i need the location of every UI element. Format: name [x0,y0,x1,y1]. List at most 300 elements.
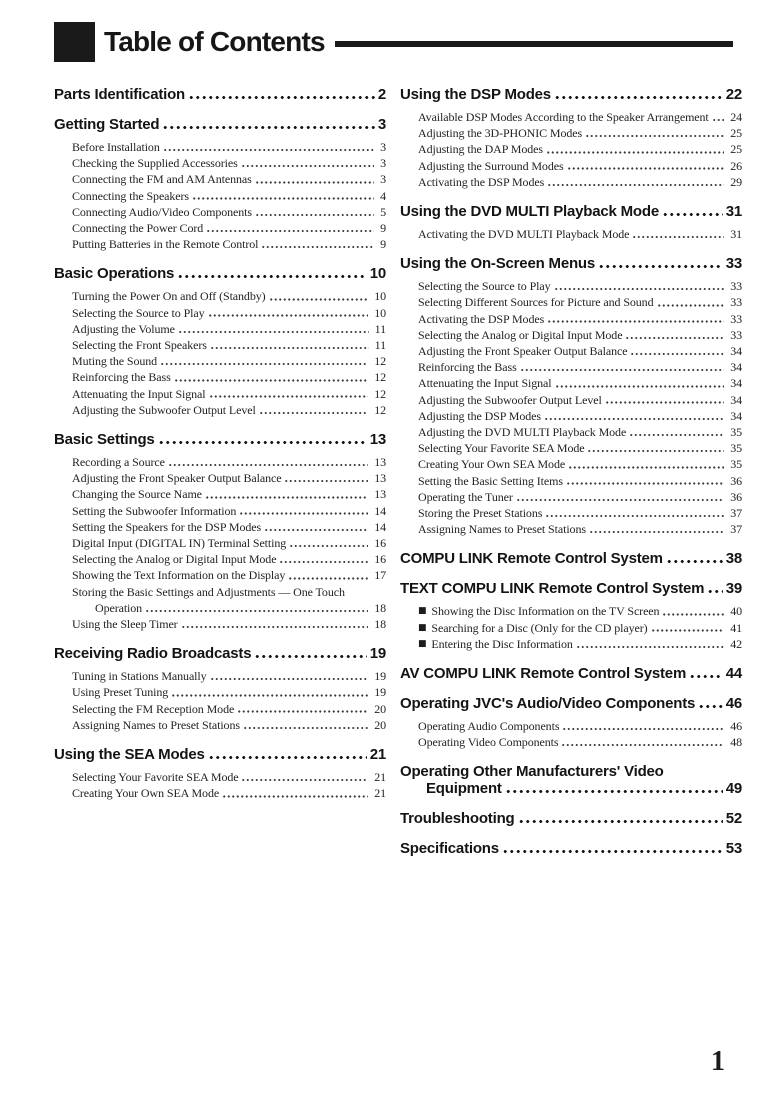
toc-item [400,521,742,537]
item-label: Showing the Text Information on the Display [72,568,286,583]
page-number: 1 [711,1046,725,1077]
toc-item [54,402,386,418]
item-label: Connecting the FM and AM Antennas [72,172,252,187]
section-page-number: 3 [377,116,386,133]
section-items [54,139,386,252]
item-page-number: 34 [730,344,742,359]
section-items [400,603,742,652]
item-label: Before Installation [72,140,160,154]
page-header [54,22,733,62]
toc-section [54,265,386,418]
page-title: Table of Contents [104,26,325,57]
section-heading-row-2 [400,780,742,797]
section-page-number: 2 [377,86,386,103]
item-page-number: 42 [730,636,742,651]
item-label: Creating Your Own SEA Mode [418,457,566,472]
item-label: Operating the Tuner [418,489,513,504]
toc-item [54,188,386,204]
section-heading-row [400,665,742,682]
toc-item [54,220,386,236]
item-page-number: 33 [730,327,742,342]
item-page-number: 21 [374,786,386,801]
item-label: Setting the Subwoofer Information [72,503,237,518]
item-label: Selecting the Analog or Digital Input Mode [72,552,277,567]
section-page-number: 31 [725,203,742,221]
item-label: Activating the DVD MULTI Playback Mode [418,227,630,242]
item-label: Selecting the FM Reception Mode [72,701,235,716]
toc-section [400,86,742,190]
item-page-number: 37 [730,506,742,521]
square-bullet-icon: ■ [418,622,427,633]
section-items [54,288,386,418]
leader-dots [605,400,724,405]
item-label: Using Preset Tuning [72,685,169,700]
toc-item [400,294,742,310]
toc-item [54,454,386,470]
item-label: Reinforcing the Bass [418,360,517,375]
item-page-number: 12 [374,402,386,417]
item-label: Adjusting the DVD MULTI Playback Mode [418,425,627,440]
leader-dots [210,345,369,350]
item-label: Adjusting the DAP Modes [418,142,543,157]
item-page-number: 35 [730,425,742,440]
toc-item [400,226,742,242]
item-page-number: 12 [374,354,386,369]
leader-dots [625,335,724,340]
section-title: Operating Other Manufacturers' Video [400,763,664,781]
toc-item [54,386,386,402]
item-page-number: 5 [380,204,386,219]
item-label: Selecting Different Sources for Picture and Sound [418,295,654,310]
toc-item [400,489,742,505]
toc-item [400,636,742,652]
leader-dots [568,465,724,470]
section-title-line2: Equipment [426,780,502,798]
toc-item [400,311,742,327]
toc-item [54,305,386,321]
section-page-number: 19 [369,645,386,663]
leader-dots [255,180,374,185]
section-title: Troubleshooting [400,810,515,828]
toc-item [400,343,742,359]
item-page-number: 10 [374,289,386,304]
item-label: Attenuating the Input Signal [418,376,552,391]
leader-dots [208,313,369,318]
toc-item [54,668,386,684]
section-heading-row [400,580,742,597]
item-label-line2: Operation [95,600,143,615]
section-page-number: 39 [725,580,742,598]
item-page-number: 16 [374,536,386,551]
section-title: Operating JVC's Audio/Video Components [400,695,696,713]
section-title: Using the DVD MULTI Playback Mode [400,203,659,221]
item-label: Adjusting the Front Speaker Output Balance [418,344,628,359]
section-heading-row [400,550,742,567]
section-heading-row [400,840,742,857]
toc-item [54,785,386,801]
toc-item [400,718,742,734]
toc-section [54,645,386,733]
toc-item [54,369,386,385]
toc-item [400,408,742,424]
section-page-number: 46 [725,695,742,713]
leader-dots [174,378,369,383]
toc-item [400,174,742,190]
section-heading-row [54,431,386,448]
leader-dots [208,755,367,761]
toc-item [400,424,742,440]
toc-column-left [54,86,386,870]
item-page-number: 36 [730,489,742,504]
item-page-number: 48 [730,735,742,750]
section-title: Parts Identification [54,86,186,103]
toc-item [54,616,386,632]
item-page-number: 35 [730,457,742,472]
toc-columns [54,86,742,870]
item-label: Putting Batteries in the Remote Control [72,237,259,252]
toc-section [400,763,742,797]
leader-dots [243,725,368,730]
toc-item [54,236,386,252]
item-page-number: 19 [374,685,386,700]
toc-item [400,734,742,750]
item-label: Changing the Source Name [72,487,202,502]
section-page-number: 38 [725,550,742,568]
toc-section [400,255,742,537]
toc-item [400,359,742,375]
leader-dots [188,95,375,101]
toc-section [400,840,742,857]
item-label: Adjusting the Front Speaker Output Balance [72,471,282,486]
toc-item [400,456,742,472]
leader-dots [561,742,724,747]
item-page-number: 13 [374,487,386,502]
toc-item [54,503,386,519]
item-label: Selecting the Front Speakers [72,338,207,353]
leader-dots [587,448,724,453]
section-heading-row [54,746,386,763]
leader-dots [547,319,724,324]
toc-item-continuation [54,600,386,616]
leader-dots [279,559,368,564]
toc-section [400,203,742,242]
item-page-number: 16 [374,552,386,567]
item-page-number: 11 [374,338,386,353]
item-label: Adjusting the 3D-PHONIC Modes [418,126,583,141]
section-items [54,454,386,632]
header-rule [335,41,733,47]
item-label: Tuning in Stations Manually [72,669,207,684]
section-items [400,109,742,190]
section-heading-row [400,86,742,103]
section-items [54,668,386,733]
item-page-number: 37 [730,522,742,537]
section-items [54,769,386,801]
section-page-number: 44 [725,665,742,683]
item-page-number: 31 [730,227,742,242]
item-label: Available DSP Modes According to the Speaker Arrangement [418,110,709,124]
toc-item [54,470,386,486]
section-page-number: 52 [725,810,742,828]
toc-item [54,288,386,304]
item-label: Connecting Audio/Video Components [72,204,252,219]
item-label: Using the Sleep Timer [72,617,178,632]
item-page-number: 20 [374,701,386,716]
leader-dots [576,644,724,649]
leader-dots [255,212,374,217]
section-heading-row [400,695,742,712]
leader-dots [264,527,368,532]
toc-item [54,701,386,717]
toc-item [400,620,742,636]
section-title: COMPU LINK Remote Control System [400,550,663,568]
leader-dots [598,264,723,270]
item-page-number: 20 [374,717,386,732]
toc-item [400,392,742,408]
toc-item [400,440,742,456]
item-label: Reinforcing the Bass [72,370,171,385]
leader-dots [254,654,366,660]
toc-item [400,505,742,521]
item-page-number: 34 [730,360,742,375]
item-page-number: 12 [374,370,386,385]
section-heading-row [54,86,386,103]
leader-dots [259,410,368,415]
item-label: Attenuating the Input Signal [72,386,206,401]
leader-dots [545,513,724,518]
toc-item [400,125,742,141]
leader-dots [632,234,724,239]
section-page-number: 33 [725,255,742,273]
leader-dots [269,297,369,302]
item-label: Setting the Speakers for the DSP Modes [72,519,262,534]
item-page-number: 24 [730,110,742,124]
leader-dots [206,228,374,233]
section-items [400,278,742,537]
item-label: Showing the Disc Information on the TV Screen [431,604,660,619]
item-label: Checking the Supplied Accessories [72,156,238,171]
leader-dots [651,628,725,633]
item-page-number: 29 [730,174,742,189]
section-title: Getting Started [54,116,160,133]
section-page-number: 53 [725,840,742,858]
toc-section [54,431,386,632]
leader-dots [689,674,723,680]
item-label: Assigning Names to Preset Stations [72,717,240,732]
item-page-number: 10 [374,305,386,320]
item-page-number: 33 [730,311,742,326]
section-heading-row [400,255,742,272]
item-page-number: 13 [374,455,386,470]
item-label: Adjusting the Subwoofer Output Level [72,402,256,417]
leader-dots [288,576,368,581]
leader-dots [707,589,722,595]
item-label: Assigning Names to Preset Stations [418,522,586,537]
leader-dots [662,612,724,617]
item-label: Muting the Sound [72,354,158,369]
item-page-number: 13 [374,471,386,486]
leader-dots [261,244,374,249]
leader-dots [222,794,368,799]
leader-dots [192,196,374,201]
toc-item [54,353,386,369]
leader-dots [518,819,723,825]
section-title: Receiving Radio Broadcasts [54,645,252,663]
toc-item [400,278,742,294]
leader-dots [520,367,725,372]
item-label: Activating the DSP Modes [418,311,545,326]
leader-dots [505,789,723,795]
toc-item [54,321,386,337]
leader-dots [168,462,368,467]
toc-item [400,141,742,157]
toc-item [54,155,386,171]
toc-item [400,473,742,489]
item-page-number: 33 [730,279,742,294]
item-label: Operating Video Components [418,735,559,750]
item-page-number: 3 [380,156,386,171]
toc-column-right [400,86,742,870]
section-title: Using the DSP Modes [400,86,551,103]
square-bullet-icon: ■ [418,638,427,649]
toc-item [400,603,742,619]
section-title: AV COMPU LINK Remote Control System [400,665,687,683]
item-page-number: 40 [730,604,742,619]
toc-item [400,327,742,343]
item-page-number: 26 [730,158,742,173]
leader-dots [630,351,724,356]
toc-item [400,375,742,391]
leader-dots [241,163,374,168]
leader-dots [237,709,368,714]
item-label: Recording a Source [72,455,165,470]
section-title: Basic Operations [54,265,175,283]
item-label: Connecting the Power Cord [72,221,204,236]
item-page-number: 14 [374,503,386,518]
section-heading-row [54,116,386,133]
item-page-number: 21 [374,770,386,785]
toc-section [54,746,386,801]
toc-item [400,109,742,125]
leader-dots [712,117,725,122]
section-heading-row [54,645,386,662]
section-title: TEXT COMPU LINK Remote Control System [400,580,705,598]
toc-item [54,535,386,551]
leader-dots [566,481,724,486]
section-heading-row [400,203,742,220]
leader-dots [666,559,723,565]
toc-item [54,486,386,502]
leader-dots [158,440,367,446]
leader-dots [239,511,368,516]
toc-item [54,584,386,600]
item-page-number: 4 [380,188,386,203]
toc-item [54,519,386,535]
section-page-number: 10 [369,265,386,283]
item-label: Adjusting the DSP Modes [418,408,541,423]
section-page-number: 49 [725,780,742,798]
leader-dots [162,125,375,131]
item-page-number: 25 [730,126,742,141]
toc-item [54,337,386,353]
item-page-number: 46 [730,719,742,734]
section-title: Using the SEA Modes [54,746,205,764]
item-label: Searching for a Disc (Only for the CD player) [431,620,648,635]
item-label: Selecting Your Favorite SEA Mode [72,770,239,785]
leader-dots [554,286,725,291]
section-title: Specifications [400,840,499,858]
section-items [400,226,742,242]
leader-dots [589,529,724,534]
item-label: Entering the Disc Information [431,636,573,651]
item-page-number: 34 [730,376,742,391]
toc-item [54,567,386,583]
leader-dots [562,726,724,731]
leader-dots [205,495,368,500]
leader-dots [145,608,368,613]
toc-section [400,695,742,750]
leader-dots [544,416,724,421]
item-page-number: 9 [380,237,386,252]
title-block-square-icon [54,22,95,62]
item-page-number: 33 [730,295,742,310]
leader-dots [657,303,725,308]
toc-item [54,171,386,187]
item-label: Adjusting the Volume [72,321,175,336]
toc-item [54,204,386,220]
square-bullet-icon: ■ [418,606,427,617]
item-label: Creating Your Own SEA Mode [72,786,220,801]
leader-dots [181,624,369,629]
toc-item [54,551,386,567]
item-page-number: 34 [730,392,742,407]
item-label: Selecting the Source to Play [418,279,551,294]
item-page-number: 11 [374,321,386,336]
toc-item [54,139,386,155]
section-heading-row [54,265,386,282]
toc-section [400,665,742,682]
leader-dots [289,543,368,548]
section-heading-row [400,763,742,780]
section-title: Basic Settings [54,431,155,449]
item-page-number: 14 [374,519,386,534]
item-label: Activating the DSP Modes [418,174,545,189]
leader-dots [555,384,725,389]
item-page-number: 25 [730,142,742,157]
item-page-number: 18 [374,600,386,615]
item-page-number: 17 [374,568,386,583]
item-label: Storing the Basic Settings and Adjustments — One Touch [72,584,345,599]
leader-dots [629,432,724,437]
item-page-number: 36 [730,473,742,488]
section-page-number: 21 [369,746,386,764]
item-label: Selecting Your Favorite SEA Mode [418,441,585,456]
leader-dots [698,704,723,710]
leader-dots [516,497,724,502]
toc-section [54,116,386,252]
item-page-number: 3 [380,172,386,187]
item-page-number: 19 [374,669,386,684]
leader-dots [546,150,724,155]
leader-dots [210,676,369,681]
leader-dots [585,133,724,138]
leader-dots [547,182,724,187]
item-page-number: 18 [374,617,386,632]
leader-dots [163,147,374,152]
leader-dots [554,95,723,101]
section-title: Using the On-Screen Menus [400,255,596,273]
section-heading-row [400,810,742,827]
